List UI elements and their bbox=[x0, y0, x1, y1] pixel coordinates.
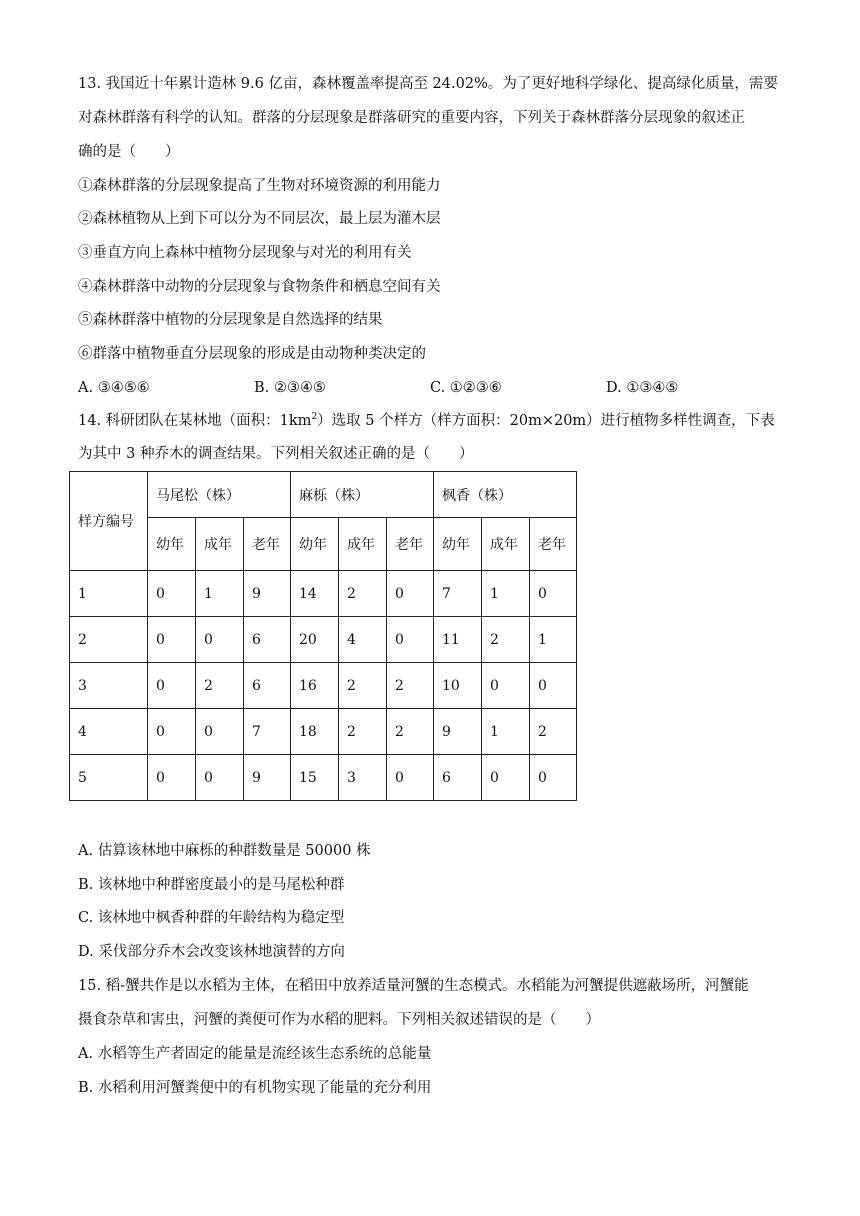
count-cell: 0 bbox=[530, 755, 577, 801]
count-cell: 2 bbox=[387, 709, 434, 755]
count-cell: 1 bbox=[482, 571, 530, 617]
count-cell: 4 bbox=[339, 617, 387, 663]
count-cell: 1 bbox=[196, 571, 244, 617]
count-cell: 0 bbox=[530, 571, 577, 617]
count-cell: 10 bbox=[434, 663, 482, 709]
table-row bbox=[70, 709, 577, 755]
count-cell: 14 bbox=[291, 571, 339, 617]
count-cell: 20 bbox=[291, 617, 339, 663]
q14-stem-superscript: 2 bbox=[311, 412, 318, 423]
count-cell: 7 bbox=[244, 709, 291, 755]
count-cell: 6 bbox=[244, 617, 291, 663]
count-cell: 0 bbox=[148, 617, 196, 663]
count-cell: 2 bbox=[387, 663, 434, 709]
count-cell: 0 bbox=[482, 663, 530, 709]
sample-id-cell: 4 bbox=[70, 709, 148, 755]
q13-statement-6: ⑥群落中植物垂直分层现象的形成是由动物种类决定的 bbox=[78, 346, 426, 362]
age-header: 老年 bbox=[387, 518, 434, 571]
count-cell: 0 bbox=[196, 755, 244, 801]
table-row bbox=[70, 617, 577, 663]
sample-id-cell: 3 bbox=[70, 663, 148, 709]
count-cell: 9 bbox=[244, 755, 291, 801]
q13-option-d[interactable]: D. ①③④⑤ bbox=[606, 380, 679, 396]
q15-stem-line-1: 15. 稻-蟹共作是以水稻为主体，在稻田中放养适量河蟹的生态模式。水稻能为河蟹提供遮蔽场所，河蟹能 bbox=[78, 978, 749, 994]
count-cell: 0 bbox=[387, 571, 434, 617]
species-header: 枫香（株） bbox=[434, 472, 577, 518]
q14-stem-part-b: ）选取 5 个样方（样方面积：20m×20m）进行植物多样性调查，下表 bbox=[317, 413, 775, 429]
q14-stem-line-1 bbox=[78, 411, 775, 431]
count-cell: 1 bbox=[482, 709, 530, 755]
sample-id-cell: 2 bbox=[70, 617, 148, 663]
q13-options bbox=[78, 378, 798, 398]
table-row bbox=[70, 755, 577, 801]
count-cell: 0 bbox=[387, 755, 434, 801]
species-header: 马尾松（株） bbox=[148, 472, 291, 518]
age-header: 幼年 bbox=[148, 518, 196, 571]
age-header: 老年 bbox=[244, 518, 291, 571]
q14-option-b[interactable]: B. 该林地中种群密度最小的是马尾松种群 bbox=[78, 877, 345, 893]
count-cell: 0 bbox=[148, 571, 196, 617]
q13-option-a[interactable]: A. ③④⑤⑥ bbox=[78, 380, 150, 396]
q13-statement-4: ④森林群落中动物的分层现象与食物条件和栖息空间有关 bbox=[78, 279, 441, 295]
age-header: 成年 bbox=[196, 518, 244, 571]
count-cell: 2 bbox=[339, 709, 387, 755]
sample-id-cell: 1 bbox=[70, 571, 148, 617]
count-cell: 0 bbox=[196, 617, 244, 663]
count-cell: 2 bbox=[530, 709, 577, 755]
table-header-row bbox=[70, 472, 577, 518]
age-header: 老年 bbox=[530, 518, 577, 571]
age-header: 幼年 bbox=[434, 518, 482, 571]
q14-stem-line-2: 为其中 3 种乔木的调查结果。下列相关叙述正确的是（ ） bbox=[78, 446, 474, 462]
count-cell: 18 bbox=[291, 709, 339, 755]
species-header: 麻栎（株） bbox=[291, 472, 434, 518]
table-body bbox=[70, 571, 577, 801]
sample-id-cell: 5 bbox=[70, 755, 148, 801]
q13-stem-line-2: 对森林群落有科学的认知。群落的分层现象是群落研究的重要内容，下列关于森林群落分层现象的叙述正 bbox=[78, 110, 745, 126]
count-cell: 2 bbox=[482, 617, 530, 663]
count-cell: 0 bbox=[148, 755, 196, 801]
count-cell: 6 bbox=[434, 755, 482, 801]
q13-statement-3: ③垂直方向上森林中植物分层现象与对光的利用有关 bbox=[78, 245, 412, 261]
q13-stem-line-1: 13. 我国近十年累计造林 9.6 亿亩，森林覆盖率提高至 24.02%。为了更好地科学绿化、提高绿化质量，需要 bbox=[78, 76, 778, 92]
count-cell: 7 bbox=[434, 571, 482, 617]
q14-option-c[interactable]: C. 该林地中枫香种群的年龄结构为稳定型 bbox=[78, 910, 345, 926]
count-cell: 16 bbox=[291, 663, 339, 709]
age-header: 成年 bbox=[482, 518, 530, 571]
count-cell: 9 bbox=[244, 571, 291, 617]
count-cell: 0 bbox=[387, 617, 434, 663]
count-cell: 11 bbox=[434, 617, 482, 663]
count-cell: 0 bbox=[196, 709, 244, 755]
q13-statement-5: ⑤森林群落中植物的分层现象是自然选择的结果 bbox=[78, 312, 383, 328]
q15-option-a[interactable]: A. 水稻等生产者固定的能量是流经该生态系统的总能量 bbox=[78, 1046, 432, 1062]
count-cell: 15 bbox=[291, 755, 339, 801]
q13-stem-line-3: 确的是（ ） bbox=[78, 144, 180, 160]
count-cell: 1 bbox=[530, 617, 577, 663]
age-header: 成年 bbox=[339, 518, 387, 571]
survey-table bbox=[69, 471, 577, 801]
count-cell: 2 bbox=[196, 663, 244, 709]
count-cell: 2 bbox=[339, 571, 387, 617]
table-row-header: 样方编号 bbox=[70, 472, 148, 571]
q14-stem-part-a: 14. 科研团队在某林地（面积：1km bbox=[78, 413, 312, 429]
count-cell: 0 bbox=[482, 755, 530, 801]
table-row bbox=[70, 571, 577, 617]
age-header: 幼年 bbox=[291, 518, 339, 571]
q14-option-a[interactable]: A. 估算该林地中麻栎的种群数量是 50000 株 bbox=[78, 843, 371, 859]
count-cell: 6 bbox=[244, 663, 291, 709]
count-cell: 2 bbox=[339, 663, 387, 709]
q15-option-b[interactable]: B. 水稻利用河蟹粪便中的有机物实现了能量的充分利用 bbox=[78, 1080, 432, 1096]
count-cell: 3 bbox=[339, 755, 387, 801]
q13-option-b[interactable]: B. ②③④⑤ bbox=[254, 380, 326, 396]
count-cell: 0 bbox=[148, 663, 196, 709]
count-cell: 0 bbox=[530, 663, 577, 709]
q15-stem-line-2: 摄食杂草和害虫，河蟹的粪便可作为水稻的肥料。下列相关叙述错误的是（ ） bbox=[78, 1012, 600, 1028]
count-cell: 9 bbox=[434, 709, 482, 755]
q13-option-c[interactable]: C. ①②③⑥ bbox=[430, 380, 502, 396]
table-row bbox=[70, 663, 577, 709]
q13-statement-1: ①森林群落的分层现象提高了生物对环境资源的利用能力 bbox=[78, 178, 441, 194]
q13-statement-2: ②森林植物从上到下可以分为不同层次，最上层为灌木层 bbox=[78, 211, 441, 227]
q14-option-d[interactable]: D. 采伐部分乔木会改变该林地演替的方向 bbox=[78, 944, 345, 960]
count-cell: 0 bbox=[148, 709, 196, 755]
